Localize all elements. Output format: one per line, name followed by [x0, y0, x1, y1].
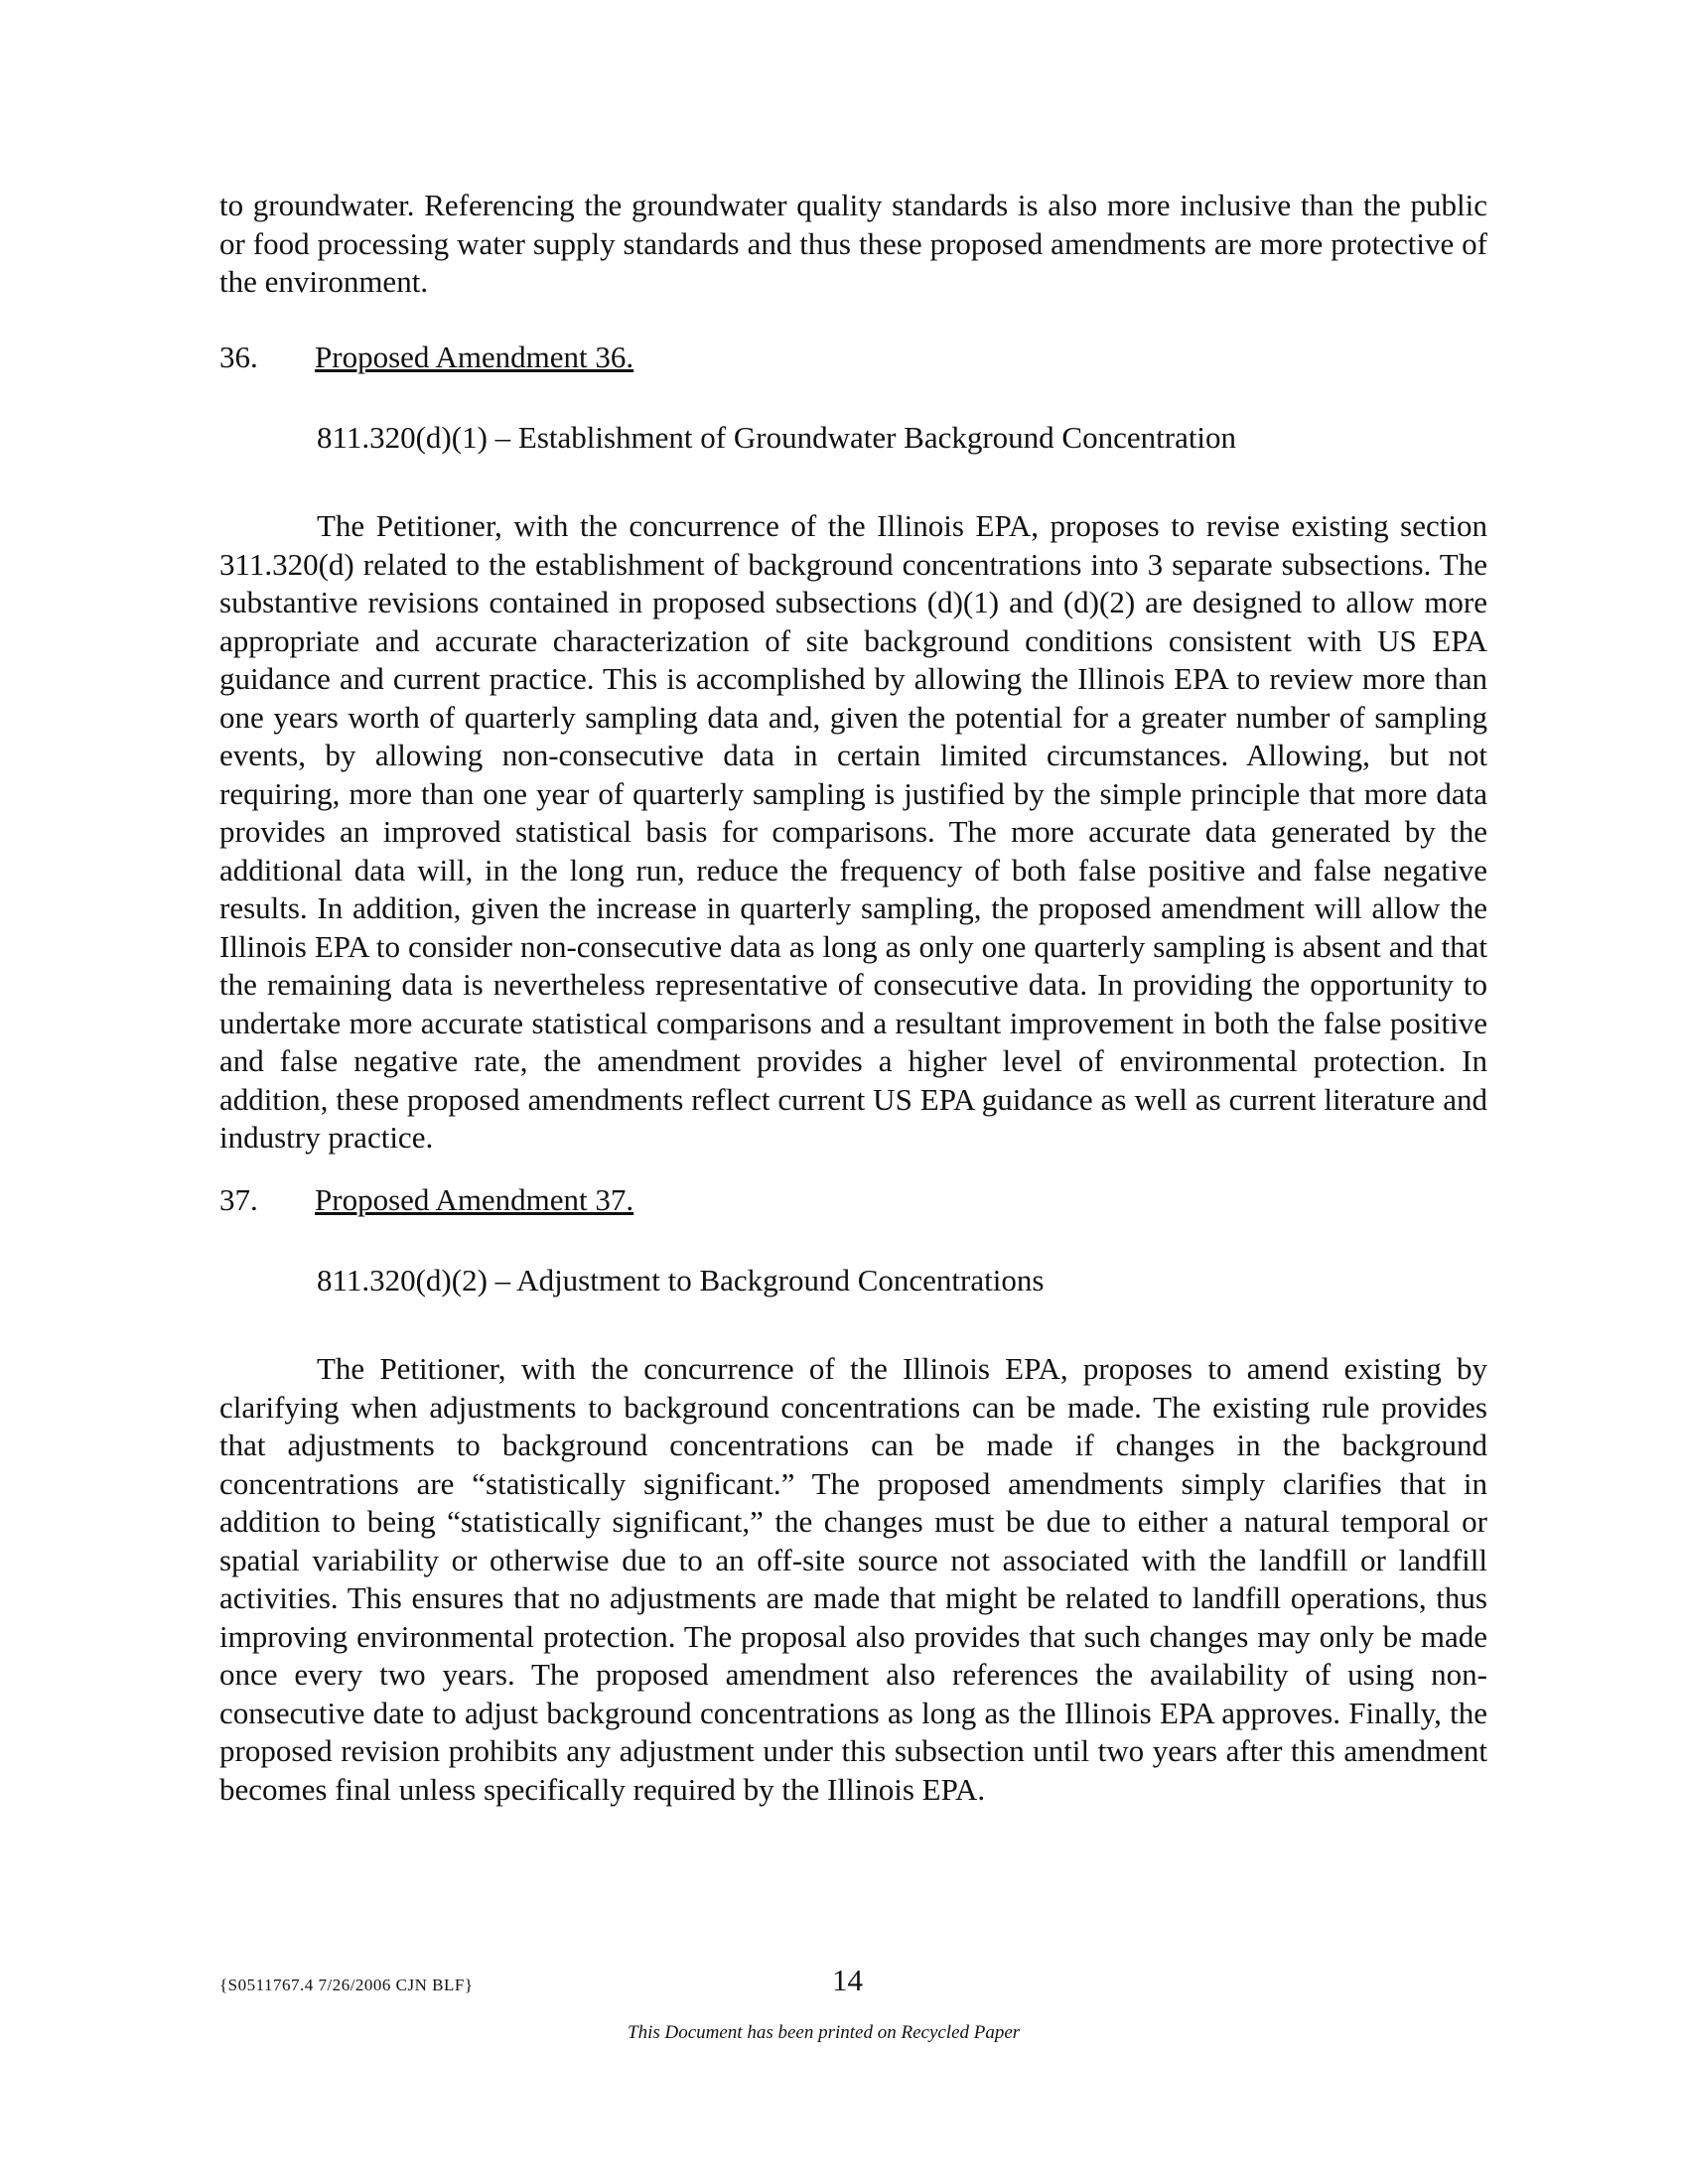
amendment-37-section-title: 811.320(d)(2) – Adjustment to Background Concentrations	[317, 1263, 1045, 1297]
amendment-37-number: 37.	[219, 1182, 258, 1217]
footer-document-id: {S0511767.4 7/26/2006 CJN BLF}	[219, 1976, 474, 1994]
amendment-36-paragraph: The Petitioner, with the concurrence of the Illinois EPA, proposes to revise existing section 311.320(d) related to the establishment of background concentrations into 3 separate subsections. The substantive revisions contained in proposed subsections (d)(1) and (d)(2) are designed to allow more appropriate and accurate characterization of site background conditions consistent with US EPA guidance and current practice. This is accomplished by allowing the Illinois EPA to review more than one years worth of quarterly sampling data and, given the potential for a greater number of sampling events, by allowing non-consecutive data in certain limited circumstances. Allowing, but not requiring, more than one year of quarterly sampling is justified by the simple principle that more data provides an improved statistical basis for comparisons. The more accurate data generated by the additional data will, in the long run, reduce the frequency of both false positive and false negative results. In addition, given the increase in quarterly sampling, the proposed amendment will allow the Illinois EPA to consider non-consecutive data as long as only one quarterly sampling is absent and that the remaining data is nevertheless representative of consecutive data. In providing the opportunity to undertake more accurate statistical comparisons and a resultant improvement in both the false positive and false negative rate, the amendment provides a higher level of environmental protection. In addition, these proposed amendments reflect current US EPA guidance as well as current literature and industry practice.	[219, 508, 1487, 1155]
page-number: 14	[832, 1963, 863, 1997]
amendment-36-heading	[219, 339, 633, 376]
amendment-37-paragraph: The Petitioner, with the concurrence of the Illinois EPA, proposes to amend existing by clarifying when adjustments to background concentrations can be made. The existing rule provides that adjustments to background concentrations can be made if changes in the background concentrations are “statistically significant.” The proposed amendments simply clarifies that in addition to being “statistically significant,” the changes must be due to either a natural temporal or spatial variability or otherwise due to an off-site source not associated with the landfill or landfill activities. This ensures that no adjustments are made that might be related to landfill operations, thus improving environmental protection. The proposal also provides that such changes may only be made once every two years. The proposed amendment also references the availability of using non-consecutive date to adjust background concentrations as long as the Illinois EPA approves. Finally, the proposed revision prohibits any adjustment under this subsection until two years after this amendment becomes final unless specifically required by the Illinois EPA.	[219, 1351, 1487, 1807]
amendment-36-number: 36.	[219, 340, 258, 374]
intro-paragraph: to groundwater. Referencing the groundwater quality standards is also more inclusive than the public or food processing water supply standards and thus these proposed amendments are more protective of the environment.	[219, 188, 1487, 299]
amendment-36-section-title: 811.320(d)(1) – Establishment of Groundwater Background Concentration	[317, 420, 1237, 455]
amendment-36-title: Proposed Amendment 36.	[315, 340, 634, 374]
amendment-37-heading	[219, 1181, 633, 1219]
recycled-paper-note: This Document has been printed on Recycled Paper	[628, 2022, 1021, 2043]
amendment-37-title: Proposed Amendment 37.	[315, 1182, 634, 1217]
